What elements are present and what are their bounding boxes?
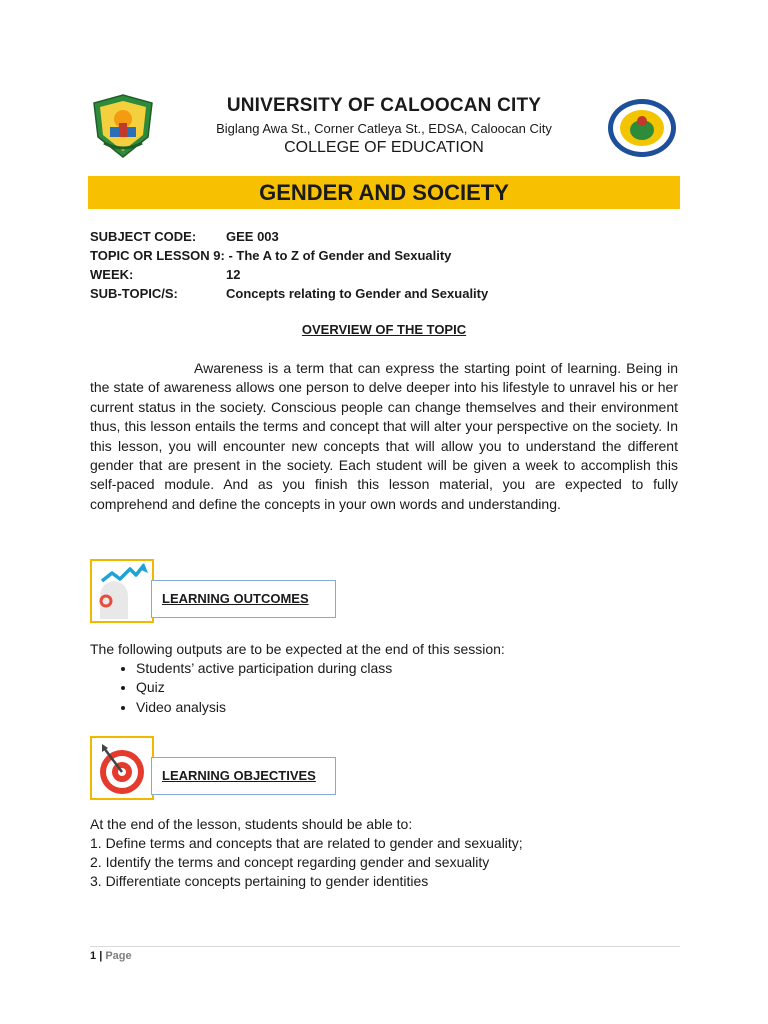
growth-chart-icon	[92, 561, 152, 621]
outcomes-intro: The following outputs are to be expected at the end of this session:	[90, 641, 505, 657]
outcomes-heading: LEARNING OUTCOMES	[151, 580, 336, 618]
objectives-intro: At the end of the lesson, students should be able to:	[90, 816, 413, 832]
outcomes-icon-box	[90, 559, 154, 623]
page-footer	[90, 950, 132, 962]
objective-item: 2. Identify the terms and concept regarding gender and sexuality	[90, 854, 490, 870]
list-item: • Video analysis	[136, 698, 392, 717]
objective-item: 1. Define terms and concepts that are related to gender and sexuality;	[90, 835, 523, 851]
week-label: WEEK:	[90, 267, 134, 282]
footer-divider	[90, 946, 680, 947]
page-label: Page	[105, 950, 132, 962]
list-item: • Quiz	[136, 678, 392, 697]
university-address: Biglang Awa St., Corner Catleya St., EDSA, Caloocan City	[216, 121, 552, 136]
target-icon	[92, 738, 152, 798]
subject-code-label: SUBJECT CODE:	[90, 229, 197, 244]
objective-item: 3. Differentiate concepts pertaining to gender identities	[90, 873, 429, 889]
overview-paragraph: Awareness is a term that can express the starting point of learning. Being in the state of awareness allows one person to delve deeper into his lifestyle to unravel his or her current status in the society. Conscious people can change themselves and their environment thus, this lesson entails the terms and concept that will alter your perspective on the society. In this lesson, you will encounter new concepts that will allow you to understand the different gender that are present in the society. Each student will be given a week to accomplish this self-paced module. And as you finish this lesson material, you are expected to fully comprehend and define the concepts in your own words and understanding.	[90, 360, 678, 512]
subject-code-value: GEE 003	[226, 229, 279, 244]
week-value: 12	[226, 267, 241, 282]
objectives-icon-box	[90, 736, 154, 800]
page-separator: |	[99, 950, 103, 962]
page-number: 1	[90, 950, 97, 962]
overview-heading: OVERVIEW OF THE TOPIC	[301, 322, 467, 337]
subject-code-row	[90, 229, 279, 244]
subtopic-value: Concepts relating to Gender and Sexuality	[226, 286, 489, 301]
topic-row	[90, 248, 451, 263]
list-item: • Students’ active participation during class	[136, 659, 392, 678]
document-title: GENDER AND SOCIETY	[88, 176, 680, 209]
subtopic-label: SUB-TOPIC/S:	[90, 286, 178, 301]
objectives-heading: LEARNING OBJECTIVES	[151, 757, 336, 795]
outcomes-list	[110, 659, 392, 717]
topic-value: : - The A to Z of Gender and Sexuality	[220, 248, 452, 263]
subtopic-row	[90, 286, 488, 301]
university-name: UNIVERSITY OF CALOOCAN CITY	[226, 95, 542, 116]
week-row	[90, 267, 240, 282]
college-name: COLLEGE OF EDUCATION	[284, 139, 484, 156]
topic-label: TOPIC OR LESSON 9	[90, 248, 221, 263]
